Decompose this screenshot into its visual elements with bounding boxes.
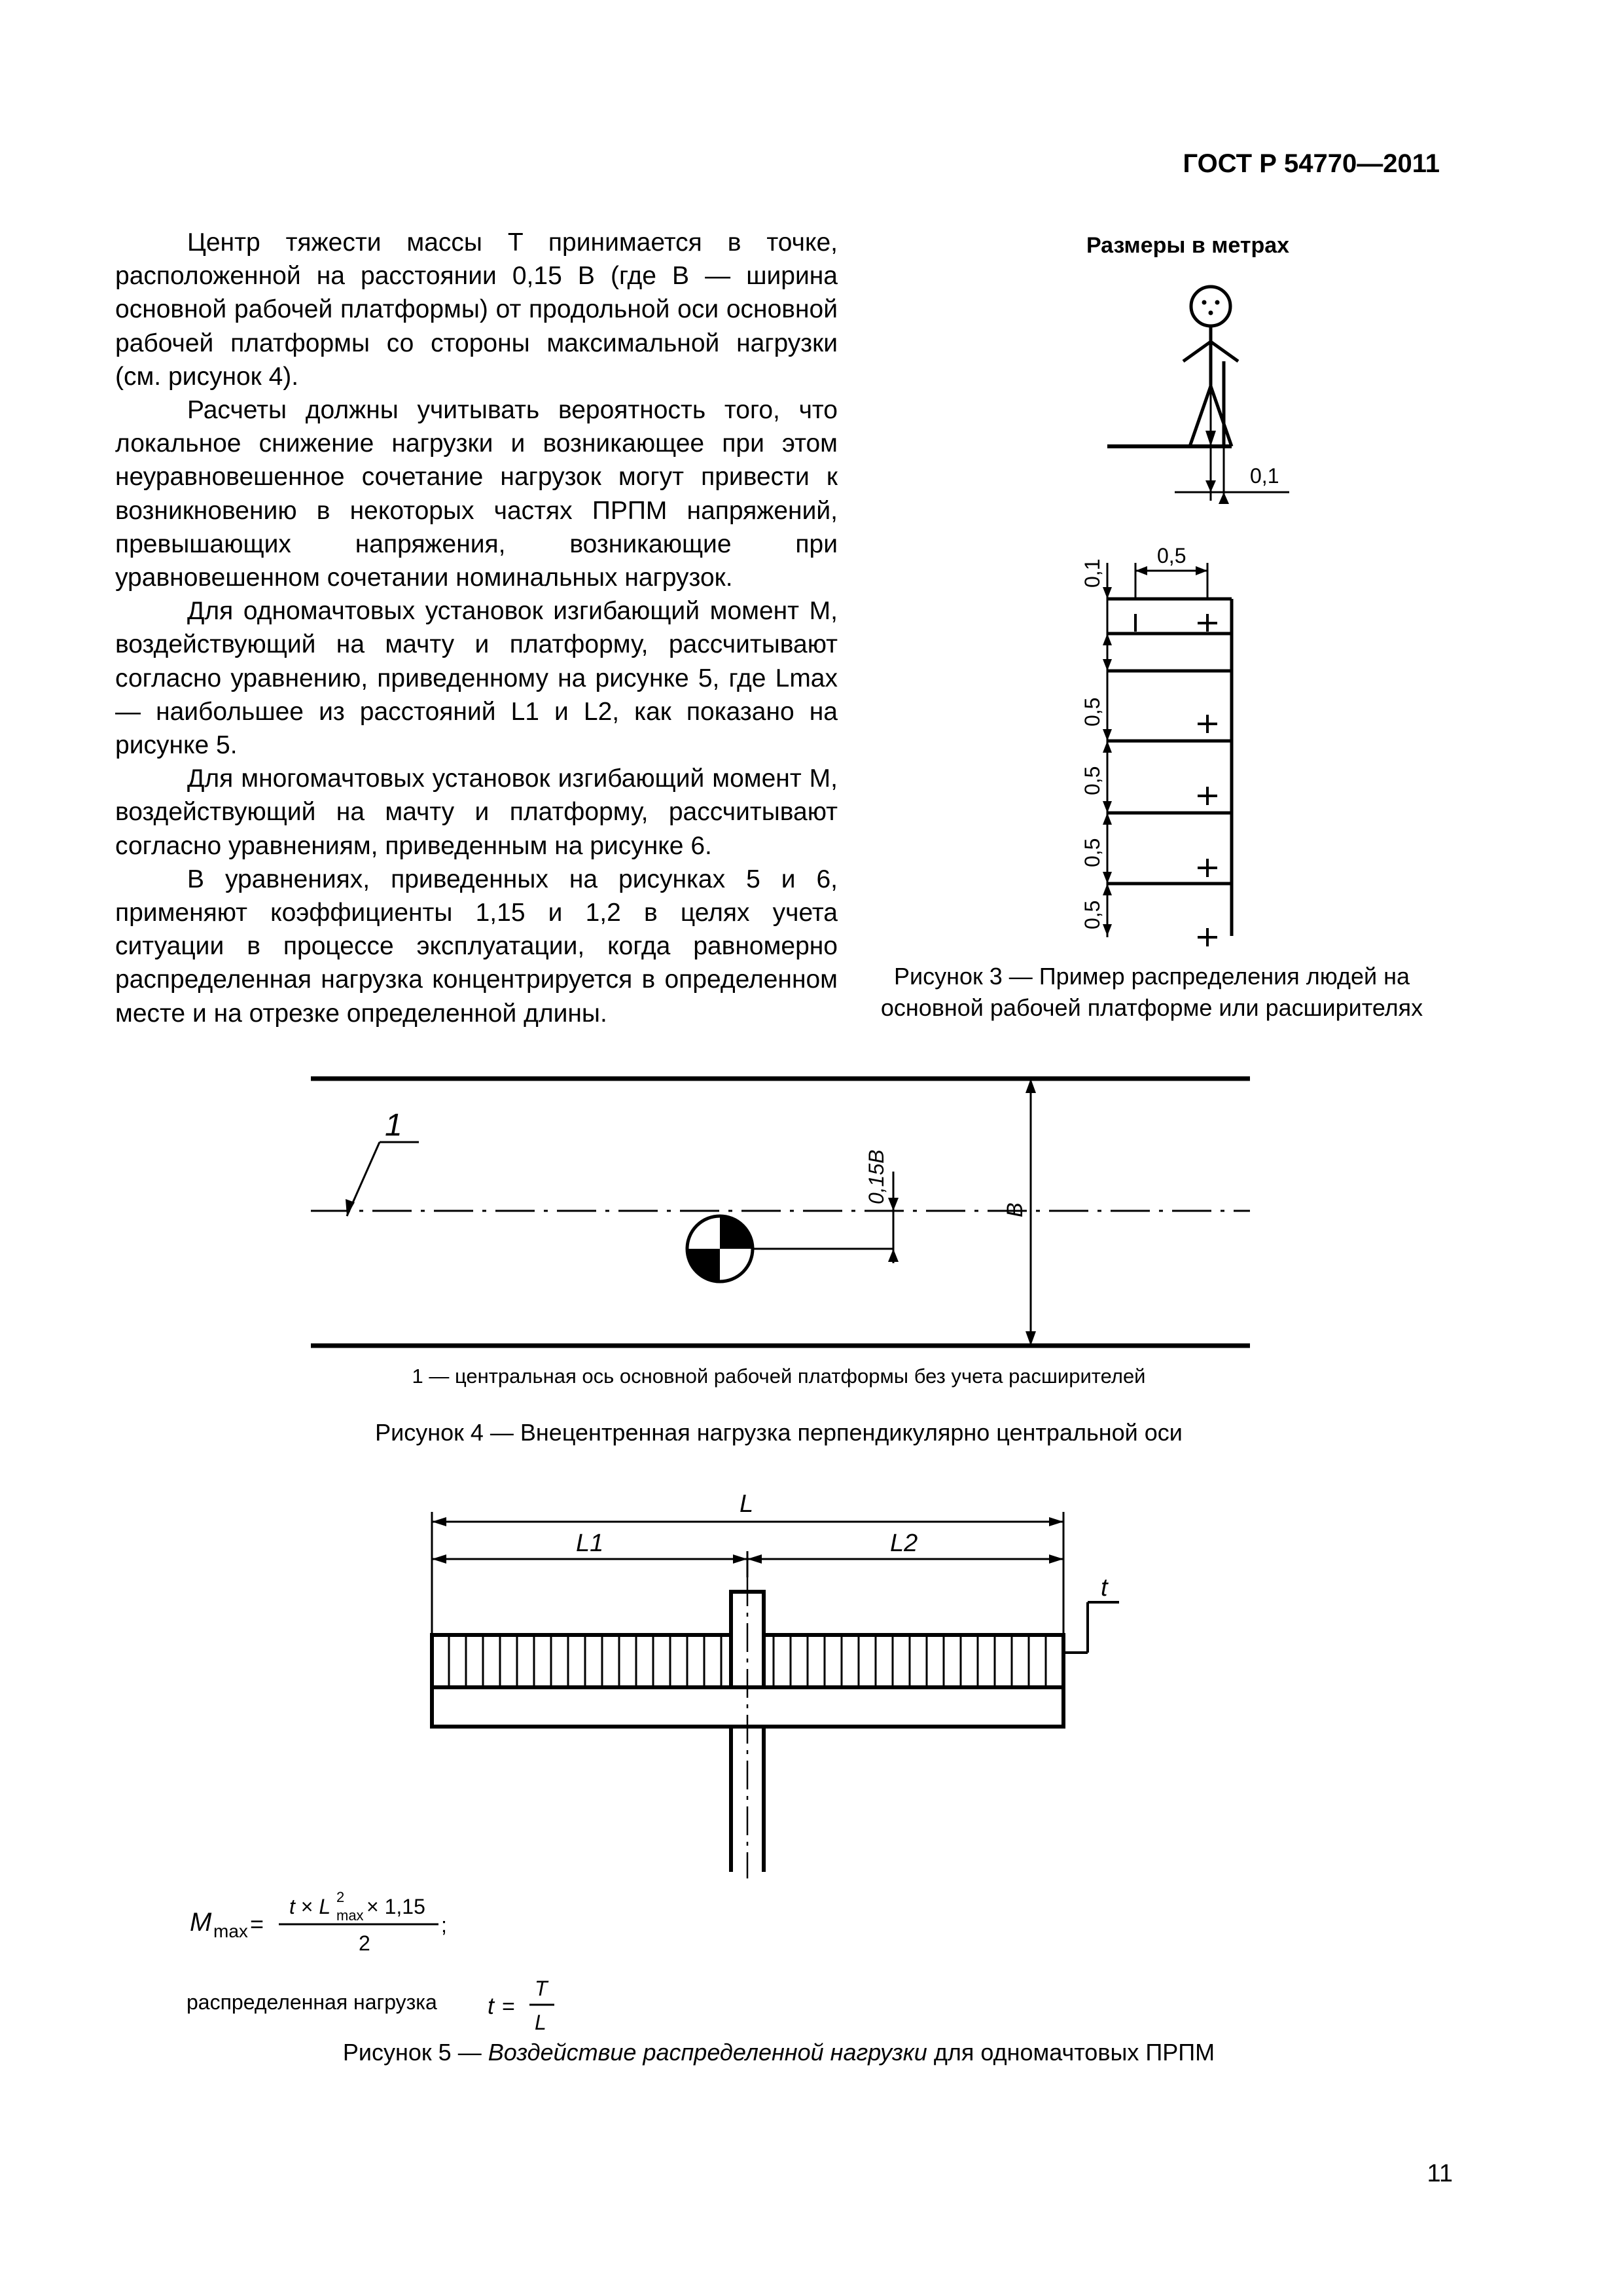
svg-text:=: = (250, 1910, 264, 1937)
svg-text:T: T (535, 1977, 548, 2000)
dim-spacing-0-5: 0,5 (1157, 544, 1186, 567)
paragraph-2: Расчеты должны учитывать вероятность того, что локальное снижение нагрузки и возникающее при этом неуравновешенное сочетание нагрузок могут привести к возникновению в некоторых частях ПРПМ напряжений, превышающих напряжения, возникающие при уравновешенном сочетании номинальных нагрузок. (115, 396, 838, 592)
formula-load-label: распределенная нагрузка (187, 1990, 437, 2014)
dim-v-0-5-a: 0,5 (1080, 697, 1104, 726)
dim-v-0-5-b: 0,5 (1080, 766, 1104, 795)
formula-moment (190, 1885, 713, 1969)
paragraph-1: Центр тяжести массы T принимается в точке, расположенной на расстоянии 0,15 B (где B — ширина основной рабочей платформы) от продольной оси основной рабочей платформы со стороны максимальной нагрузки (см. рисунок 4). (115, 228, 838, 391)
figure-4-diagram (288, 1060, 1270, 1361)
figure-5-diagram (406, 1492, 1191, 1885)
figure-5-caption: Рисунок 5 — Воздействие распределенной нагрузки для одномачтовых ПРПМ (342, 2039, 1215, 2066)
svg-text:t: t (488, 1992, 495, 2019)
dim-0-15b: 0,15B (865, 1149, 888, 1204)
figure-3-caption: Рисунок 3 — Пример распределения людей на основной рабочей платформе или расширителях (880, 963, 1423, 1021)
dim-l2: L2 (890, 1530, 918, 1557)
svg-text:max: max (336, 1907, 364, 1924)
dim-v-0-5-c: 0,5 (1080, 838, 1104, 867)
dim-v-0-1: 0,1 (1080, 558, 1104, 588)
document-id: ГОСТ Р 54770—2011 (1183, 149, 1440, 178)
person-head (1191, 287, 1230, 326)
svg-text:t × L: t × L (289, 1895, 331, 1918)
dim-v-0-5-d: 0,5 (1080, 900, 1104, 929)
label-1: 1 (385, 1108, 402, 1143)
body-text (115, 226, 838, 1030)
dim-b: B (1003, 1202, 1027, 1217)
formula-load (187, 1973, 710, 2039)
svg-text:;: ; (441, 1913, 447, 1937)
svg-text:L: L (535, 2011, 546, 2034)
figure-4-legend: 1 — центральная ось основной рабочей платформы без учета расширителей (412, 1365, 1146, 1388)
formula-moment-render (190, 1885, 478, 1964)
label-t: t (1101, 1574, 1108, 1602)
svg-text:max: max (213, 1921, 248, 1941)
svg-text:2: 2 (359, 1931, 370, 1955)
formula-load-render (488, 1973, 566, 2039)
figure-3-diagram (1060, 275, 1322, 956)
dim-l: L (740, 1492, 754, 1518)
paragraph-5: В уравнениях, приведенных на рисунках 5 и 6, применяют коэффициенты 1,15 и 1,2 в целях учета ситуации в процессе эксплуатации, когда равномерно распределенная нагрузка концентрируется в определенном месте и на отрезке определенной длины. (115, 865, 838, 1028)
dim-l1: L1 (576, 1530, 604, 1557)
figure-3-units-note: Размеры в метрах (1086, 233, 1290, 258)
figure-4-caption: Рисунок 4 — Внецентренная нагрузка перпендикулярно центральной оси (375, 1419, 1183, 1446)
svg-text:× 1,15: × 1,15 (366, 1895, 425, 1918)
paragraph-3: Для одномачтовых установок изгибающий момент M, воздействующий на мачту и платформу, рассчитывают согласно уравнению, приведенному на рисунке 5, где Lmax — наибольшее из расстояний L1 и L2, как показано на рисунке 5. (115, 597, 838, 760)
dim-0-1: 0,1 (1250, 464, 1279, 488)
svg-text:2: 2 (336, 1889, 345, 1905)
svg-text:M: M (190, 1908, 212, 1937)
page-number: 11 (1427, 2160, 1453, 2187)
svg-text:=: = (502, 1994, 515, 2019)
paragraph-4: Для многомачтовых установок изгибающий момент M, воздействующий на мачту и платформу, рассчитывают согласно уравнениям, приведенным на рисунке 6. (115, 764, 838, 860)
